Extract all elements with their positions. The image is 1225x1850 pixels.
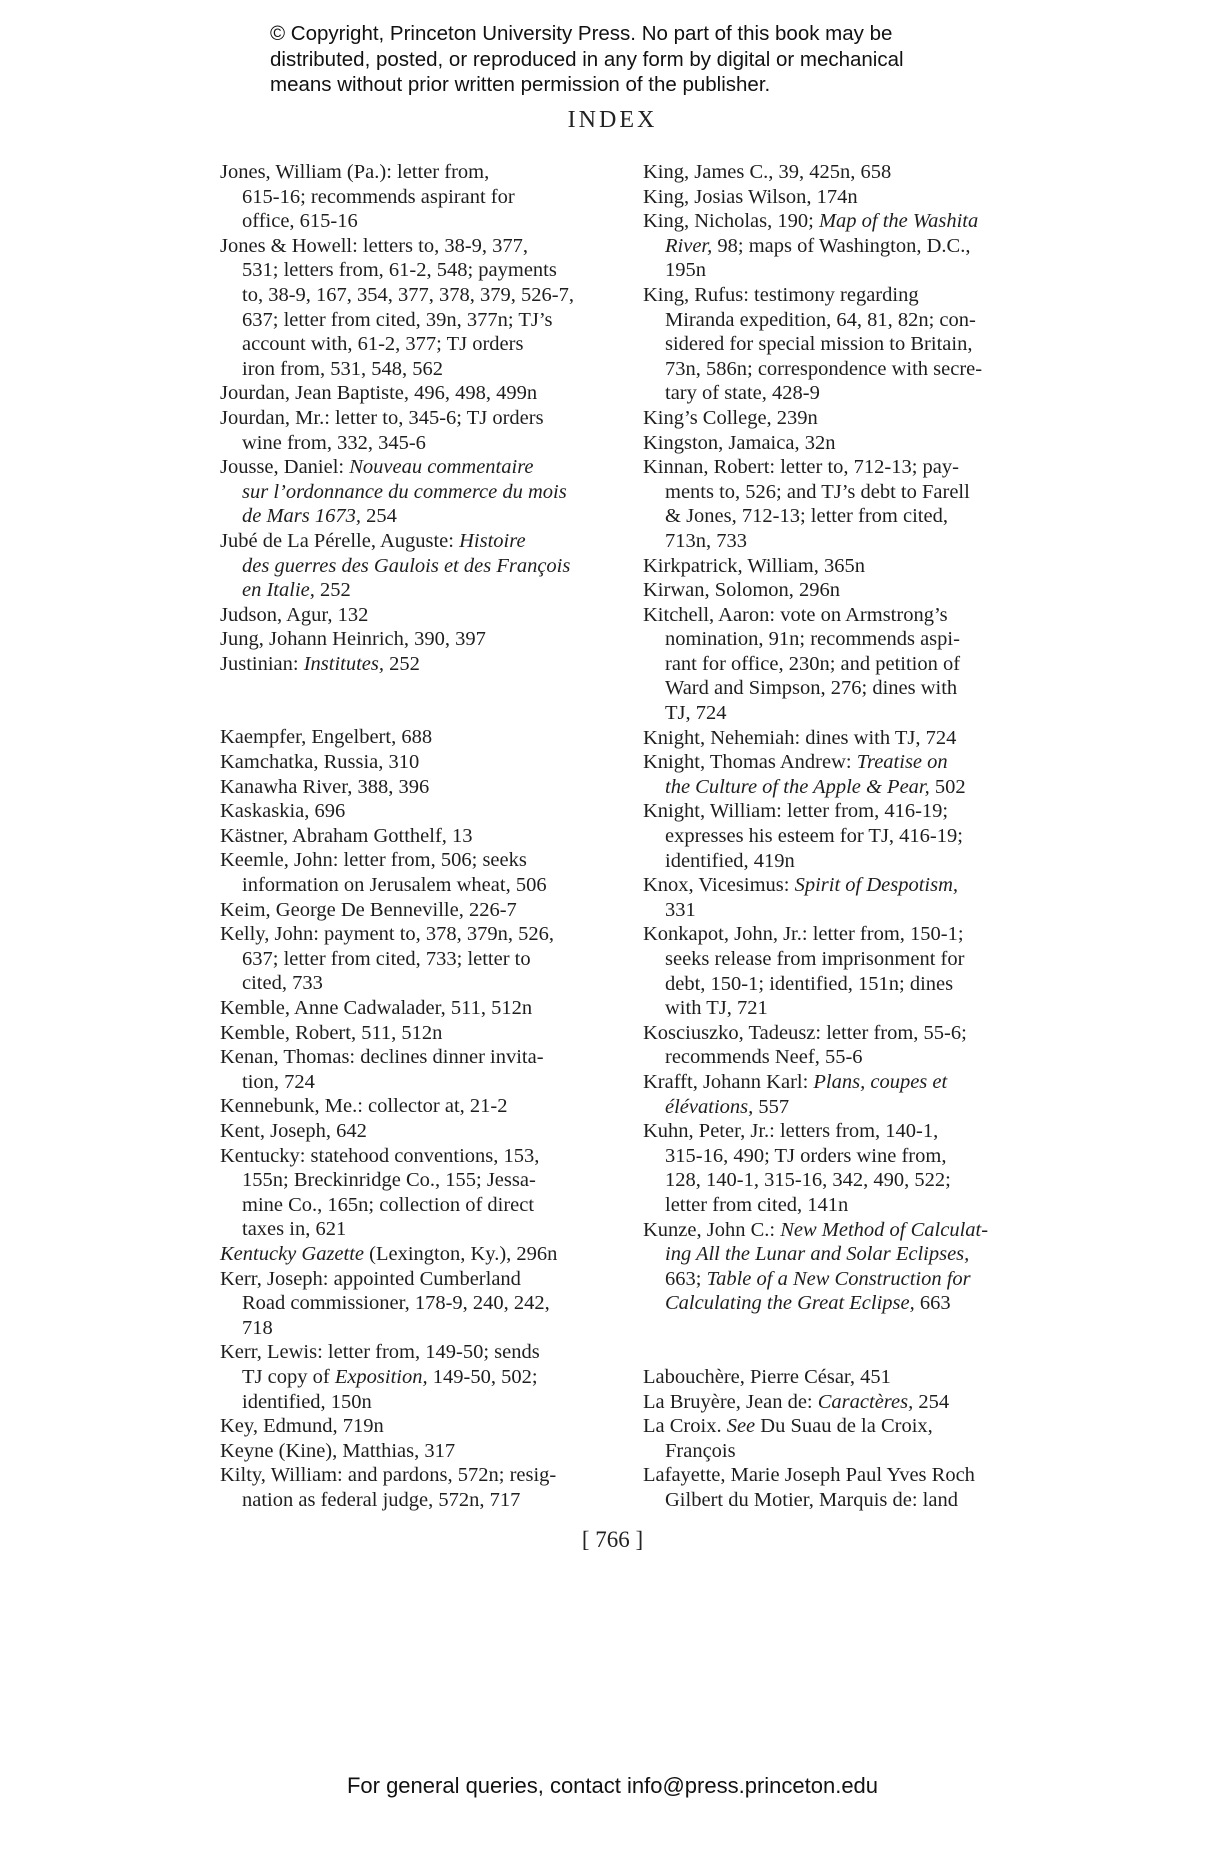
index-entry-title: Plans, coupes et élévations, xyxy=(665,1070,948,1118)
index-entry xyxy=(643,578,1053,603)
index-entry-text: King, Josias Wilson, 174n xyxy=(643,185,858,208)
index-entry-text: Du Suau de la Croix, François xyxy=(665,1415,933,1462)
index-entry-text: Kosciuszko, Tadeusz: letter from, 55-6; recommends Neef, 55-6 xyxy=(643,1021,967,1069)
index-entry-text: Kunze, John C.: xyxy=(643,1218,781,1241)
index-entry-text: Jones & Howell: letters to, 38-9, 377, 531; letters from, 61-2, 548; payments to, 38-9, 167, 354, 377, 378, 379, 526-7, 637; letter from cited, 39n, 377n; TJ’s account with, 61-2, 377; TJ orders iron from, 531, 548, 562 xyxy=(220,234,574,380)
index-entry xyxy=(643,1414,1053,1463)
index-entry-text: 331 xyxy=(665,898,696,921)
index-entry xyxy=(643,185,1053,210)
letter-section-gap xyxy=(220,676,620,725)
index-entry xyxy=(220,160,620,234)
index-entry xyxy=(220,1021,620,1046)
index-column-right xyxy=(643,160,1053,1512)
index-entry-text: 663; xyxy=(665,1267,702,1290)
index-entry-text: Knight, William: letter from, 416-19; expresses his esteem for TJ, 416-19; identified, 419n xyxy=(643,800,963,872)
index-column-left xyxy=(220,160,620,1512)
copyright-line: © Copyright, Princeton University Press. No part of this book may be xyxy=(270,22,893,45)
index-entry-text: Jourdan, Jean Baptiste, 496, 498, 499n xyxy=(220,382,538,405)
footer-contact: For general queries, contact info@press.princeton.edu xyxy=(346,1773,879,1798)
index-entry xyxy=(643,554,1053,579)
index-entry-text: Kamchatka, Russia, 310 xyxy=(220,751,420,774)
index-entry-text: Knight, Thomas Andrew: xyxy=(643,751,857,774)
index-entry xyxy=(643,603,1053,726)
index-entry-text: King, James C., 39, 425n, 658 xyxy=(643,161,892,183)
index-entry xyxy=(643,922,1053,1020)
index-entry xyxy=(643,799,1053,873)
index-entry-title: Caractères, xyxy=(817,1390,914,1413)
index-entry-text: 502 xyxy=(929,775,966,798)
index-entry-text: Kenan, Thomas: declines dinner invita- tion, 724 xyxy=(220,1046,544,1093)
index-entry-text: Kuhn, Peter, Jr.: letters from, 140-1, 315-16, 490; TJ orders wine from, 128, 140-1, 315-16, 342, 490, 522; letter from cited, 141n xyxy=(643,1120,951,1216)
index-entry-text: King, Nicholas, 190; xyxy=(643,210,819,233)
index-entry xyxy=(220,1094,620,1119)
index-entry-text: King’s College, 239n xyxy=(643,406,818,429)
index-entry-text: Kemble, Robert, 511, 512n xyxy=(220,1021,443,1044)
index-entry xyxy=(220,824,620,849)
index-entry xyxy=(643,1119,1053,1217)
index-entry-title: Table of a New Construction for Calculating the Great Eclipse, xyxy=(665,1267,971,1315)
index-entry-text: 254 xyxy=(913,1390,950,1413)
index-entry xyxy=(220,848,620,897)
index-entry-text: 252 xyxy=(384,652,420,675)
index-entry-text: Kaskaskia, 696 xyxy=(220,800,346,823)
index-entry-text: Kerr, Joseph: appointed Cumberland Road commissioner, 178-9, 240, 242, 718 xyxy=(220,1267,550,1339)
index-entry xyxy=(220,234,620,382)
index-entry xyxy=(220,529,620,603)
index-entry xyxy=(643,455,1053,553)
index-entry-text: Kaempfer, Engelbert, 688 xyxy=(220,726,433,749)
index-entry-text: 149-50, 502; identified, 150n xyxy=(242,1365,538,1413)
index-entry xyxy=(220,922,620,996)
index-entry xyxy=(643,431,1053,456)
index-entry-text: Konkapot, John, Jr.: letter from, 150-1; seeks release from imprisonment for debt, 150-1; identified, 151n; dines with TJ, 721 xyxy=(643,923,965,1020)
index-entry-title: Kentucky Gazette xyxy=(220,1242,365,1265)
index-entry-title: Map of the Washita River, xyxy=(665,210,979,257)
index-entry-text: Justinian: xyxy=(220,652,304,675)
index-entry-text: Kitchell, Aaron: vote on Armstrong’s nomination, 91n; recommends aspi- rant for office, 230n; and petition of Ward and Simpson, 276; dines with TJ, 724 xyxy=(643,603,961,725)
index-entry-title: See xyxy=(726,1415,756,1438)
index-entry-text: Lafayette, Marie Joseph Paul Yves Roch Gilbert du Motier, Marquis de: land xyxy=(643,1464,975,1511)
index-entry xyxy=(220,1119,620,1144)
index-entry-text: Kelly, John: payment to, 378, 379n, 526, 637; letter from cited, 733; letter to cited, 733 xyxy=(220,923,555,995)
index-entry xyxy=(220,652,620,677)
index-entry-text: Knight, Nehemiah: dines with TJ, 724 xyxy=(643,726,957,749)
index-entry-title: New Method of Calculat- ing All the Lunar and Solar Eclipses, xyxy=(665,1218,989,1266)
index-entry-text: Key, Edmund, 719n xyxy=(220,1415,384,1438)
index-entry-text: Keemle, John: letter from, 506; seeks information on Jerusalem wheat, 506 xyxy=(220,849,547,897)
index-entry xyxy=(220,725,620,750)
index-entry xyxy=(643,873,1053,922)
index-entry xyxy=(220,381,620,406)
index-entry xyxy=(220,750,620,775)
index-entry-text: Kirkpatrick, William, 365n xyxy=(643,554,865,577)
index-entry-text: Knox, Vicesimus: xyxy=(643,874,795,897)
copyright-line: means without prior written permission of the publisher. xyxy=(270,73,771,96)
index-entry xyxy=(220,1045,620,1094)
index-entry xyxy=(220,996,620,1021)
index-entry xyxy=(220,1242,620,1267)
index-entry-text: Kennebunk, Me.: collector at, 21-2 xyxy=(220,1095,508,1118)
index-entry-title: Spirit of Despotism, xyxy=(794,874,959,897)
index-entry-text: Judson, Agur, 132 xyxy=(220,603,369,626)
index-entry xyxy=(220,603,620,628)
index-entry-text: Kirwan, Solomon, 296n xyxy=(643,579,841,602)
index-entry xyxy=(643,1390,1053,1415)
page-number: [ 766 ] xyxy=(581,1527,644,1552)
index-entry-title: Treatise on the Culture of the Apple & Pear, xyxy=(665,751,948,798)
index-entry xyxy=(220,799,620,824)
index-entry-text: Jourdan, Mr.: letter to, 345-6; TJ orders wine from, 332, 345-6 xyxy=(220,406,544,454)
index-entry-text: Krafft, Johann Karl: xyxy=(643,1070,814,1093)
index-entry xyxy=(220,627,620,652)
index-entry xyxy=(643,283,1053,406)
index-entry-text: Kanawha River, 388, 396 xyxy=(220,775,430,798)
index-entry xyxy=(643,406,1053,431)
index-entry-text: Kent, Joseph, 642 xyxy=(220,1119,367,1142)
letter-section-gap xyxy=(643,1316,1053,1365)
index-entry-text: Labouchère, Pierre César, 451 xyxy=(643,1365,891,1388)
index-entry-text: 254 xyxy=(361,505,397,528)
index-entry xyxy=(643,1021,1053,1070)
index-entry xyxy=(220,775,620,800)
index-entry-text: 98; maps of Washington, D.C., 195n xyxy=(665,234,971,282)
index-entry-text: Kemble, Anne Cadwalader, 511, 512n xyxy=(220,997,533,1019)
index-entry xyxy=(220,898,620,923)
index-entry-text: Jones, William (Pa.): letter from, 615-16; recommends aspirant for office, 615-16 xyxy=(220,161,515,233)
index-entry xyxy=(643,1463,1053,1512)
index-entry xyxy=(220,1144,620,1242)
index-entry xyxy=(220,1267,620,1341)
index-entry-text: 557 xyxy=(753,1095,790,1118)
index-entry-title: Nouveau commentaire sur l’ordonnance du commerce du mois de Mars 1673, xyxy=(242,456,567,528)
index-entry-text: 663 xyxy=(914,1292,951,1315)
index-entry-title: Exposition, xyxy=(334,1365,428,1388)
index-entry-text: Jubé de La Pérelle, Auguste: xyxy=(220,529,460,552)
index-entry-text: (Lexington, Ky.), 296n xyxy=(364,1242,558,1265)
index-entry xyxy=(643,1365,1053,1390)
index-entry xyxy=(643,726,1053,751)
index-entry xyxy=(643,1070,1053,1119)
page-title: INDEX xyxy=(567,107,658,133)
index-entry-text: Kentucky: statehood conventions, 153, 155n; Breckinridge Co., 155; Jessa- mine Co., 165n; collection of direct taxes in, 621 xyxy=(220,1144,540,1241)
index-entry-text: Keim, George De Benneville, 226-7 xyxy=(220,898,517,921)
index-entry-text: 252 xyxy=(314,579,351,602)
index-entry-text: Jung, Johann Heinrich, 390, 397 xyxy=(220,628,486,651)
index-entry xyxy=(220,406,620,455)
copyright-notice xyxy=(270,21,970,98)
index-entry-text: Kerr, Lewis: letter from, 149-50; sends TJ copy of xyxy=(220,1341,540,1388)
index-entry-text: Keyne (Kine), Matthias, 317 xyxy=(220,1439,456,1462)
index-entry-text: Jousse, Daniel: xyxy=(220,456,350,479)
copyright-line: distributed, posted, or reproduced in any form by digital or mechanical xyxy=(270,47,904,71)
index-entry-text: King, Rufus: testimony regarding Miranda expedition, 64, 81, 82n; con- sidered for special mission to Britain, 73n, 586n; correspondence with secre- tary of state, 428-9 xyxy=(643,283,983,405)
index-entry xyxy=(220,1340,620,1414)
index-entry-text: Kilty, William: and pardons, 572n; resig- nation as federal judge, 572n, 717 xyxy=(220,1464,557,1511)
index-entry xyxy=(643,1218,1053,1316)
index-entry xyxy=(220,1463,620,1512)
index-entry-text: Kinnan, Robert: letter to, 712-13; pay- ments to, 526; and TJ’s debt to Farell & Jones, 712-13; letter from cited, 713n, 733 xyxy=(643,456,970,552)
index-entry xyxy=(220,455,620,529)
index-entry-text: Kästner, Abraham Gotthelf, 13 xyxy=(220,824,473,847)
index-entry xyxy=(643,750,1053,799)
index-entry-text: La Bruyère, Jean de: xyxy=(643,1390,818,1413)
index-entry xyxy=(220,1439,620,1464)
index-entry-title: Institutes, xyxy=(303,652,385,675)
index-entry-text: La Croix. xyxy=(643,1415,727,1438)
index-entry xyxy=(643,160,1053,185)
index-entry xyxy=(643,209,1053,283)
index-entry-title: Histoire des guerres des Gaulois et des François en Italie, xyxy=(242,529,571,602)
index-entry-text: Kingston, Jamaica, 32n xyxy=(643,431,836,454)
index-entry xyxy=(220,1414,620,1439)
